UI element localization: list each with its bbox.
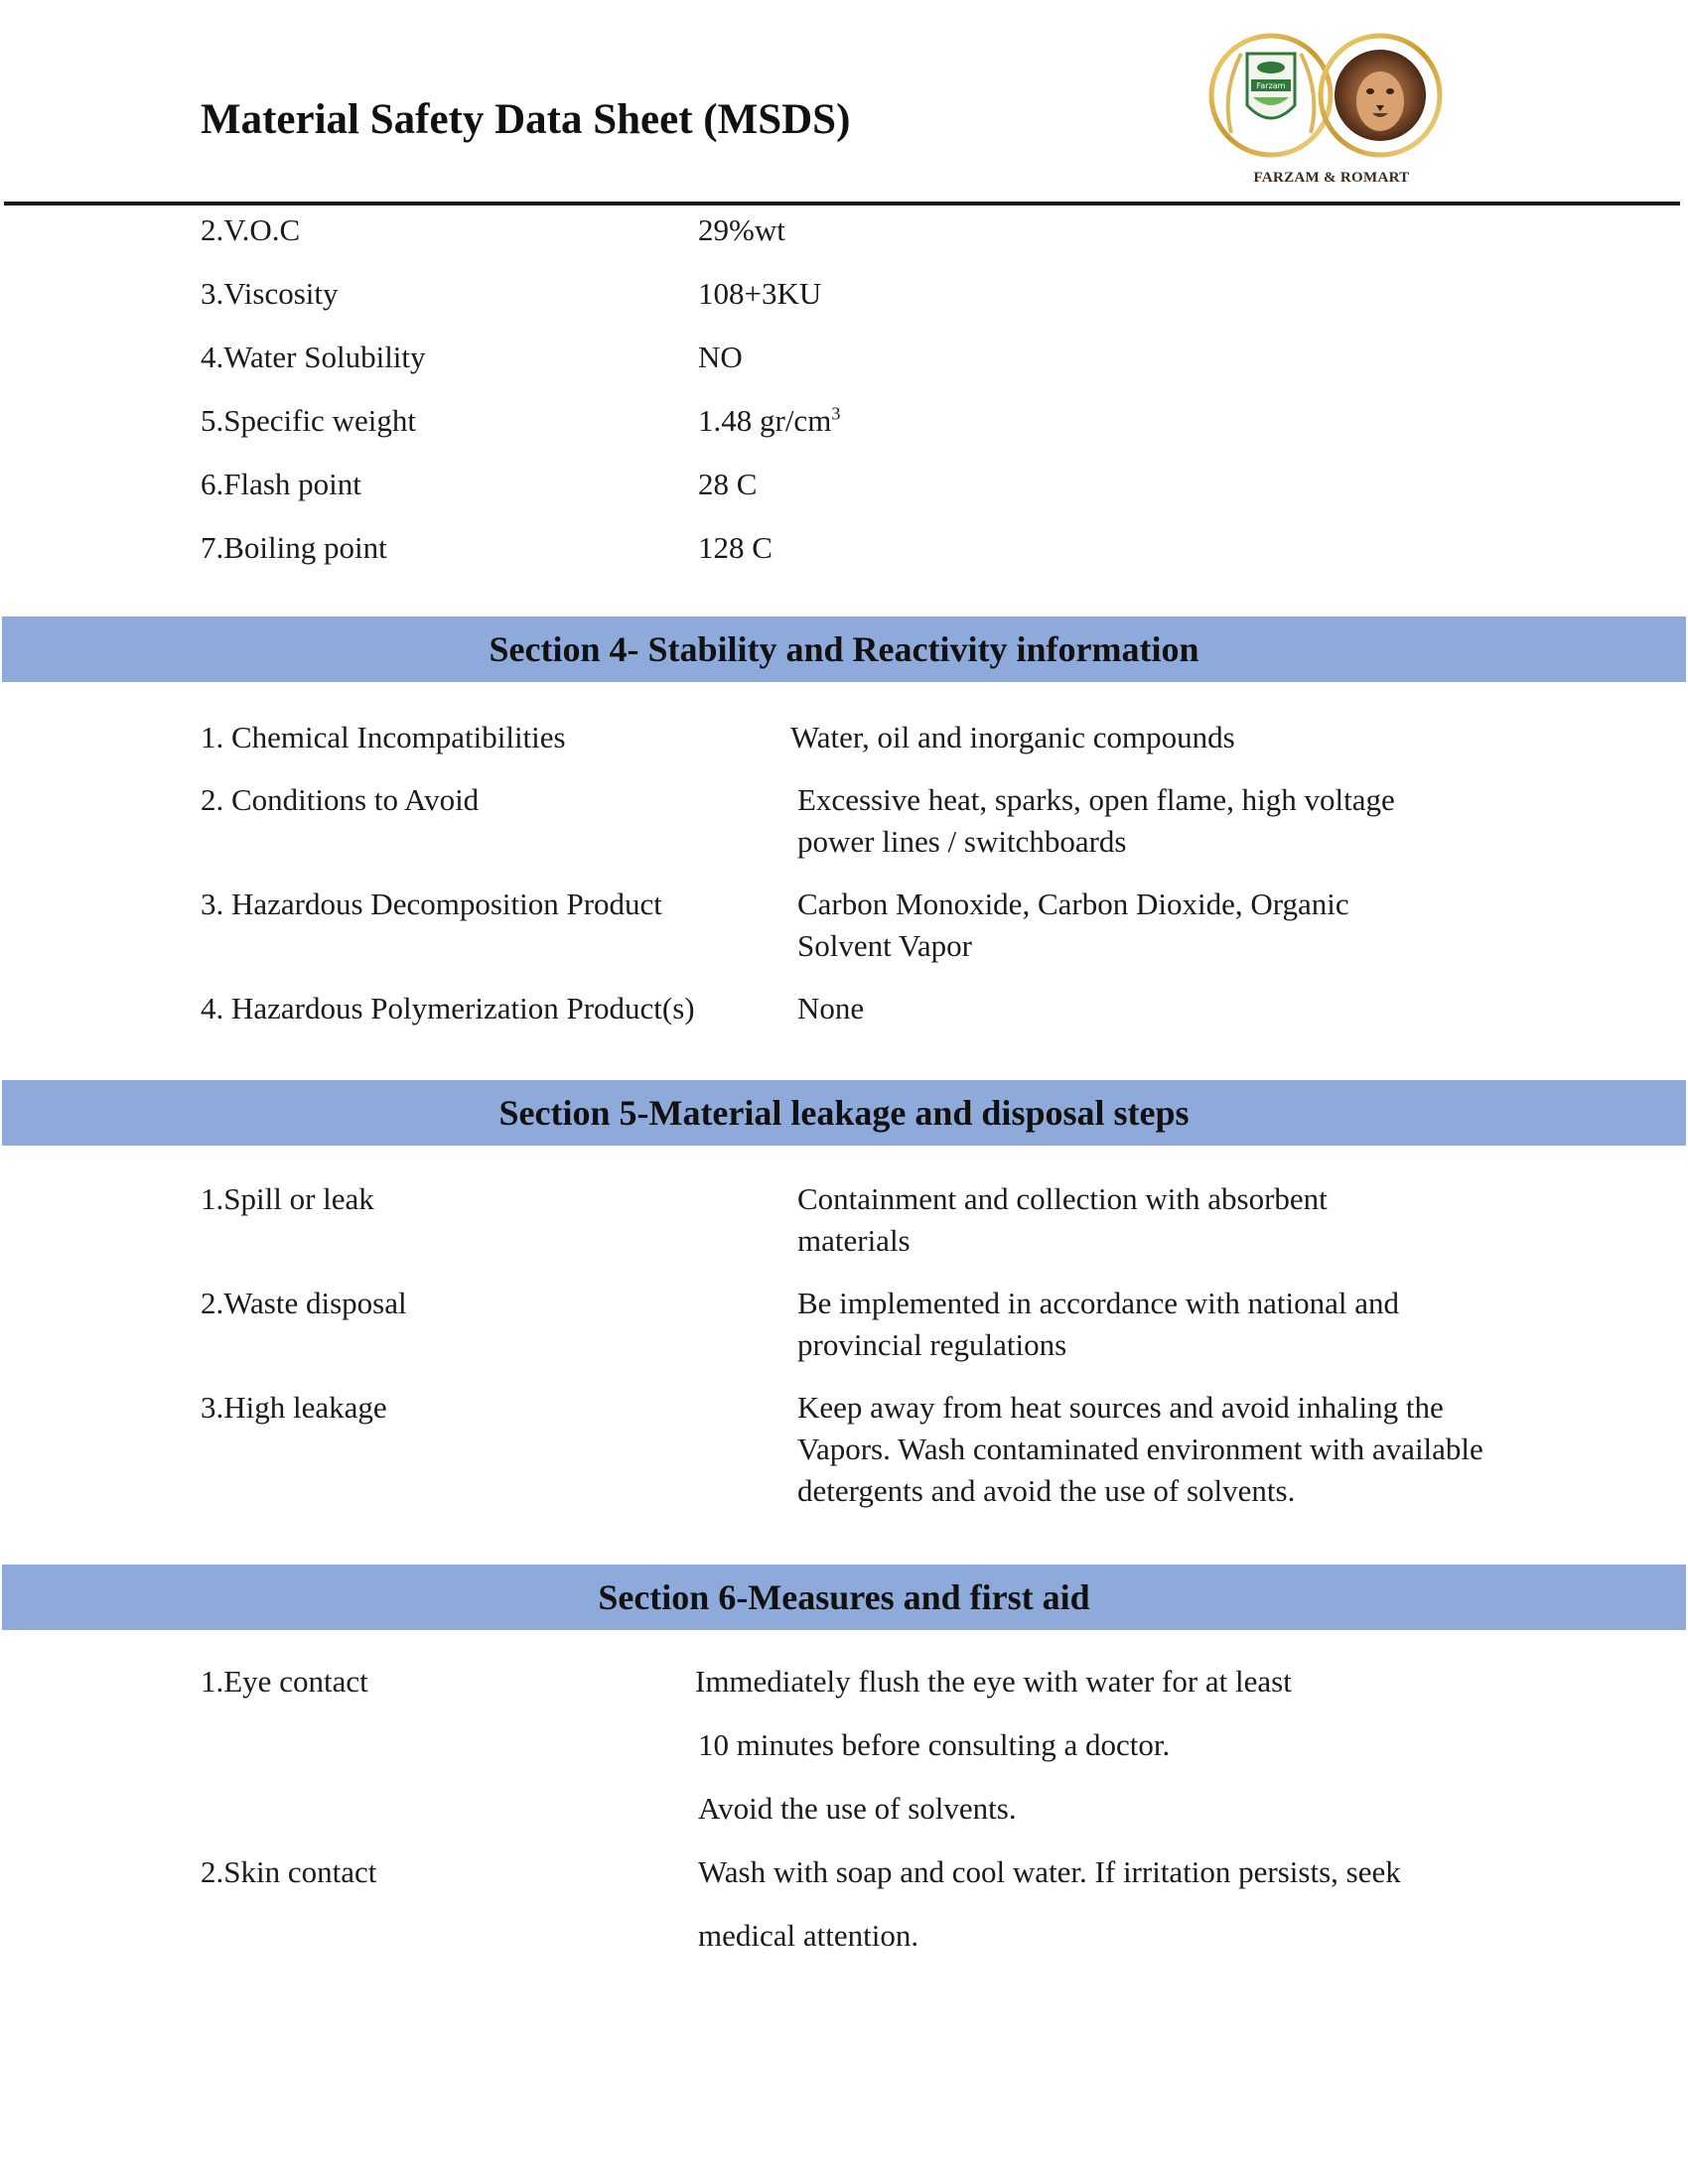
property-value-text: 1.48 gr/cm bbox=[698, 403, 832, 438]
item-value-line: Wash with soap and cool water. If irritation persists, seek bbox=[698, 1854, 1401, 1889]
property-value: 128 C bbox=[698, 530, 773, 565]
item-label: 2.Skin contact bbox=[201, 1854, 377, 1889]
item-value: Be implemented in accordance with national and provincial regulations bbox=[797, 1286, 1399, 1362]
logo-caption: FARZAM & ROMART bbox=[1253, 170, 1410, 186]
item-label: 3.High leakage bbox=[201, 1390, 387, 1425]
item-value: None bbox=[797, 991, 865, 1025]
property-value: 29%wt bbox=[698, 212, 785, 247]
item-value: Carbon Monoxide, Carbon Dioxide, Organic Solvent Vapor bbox=[797, 887, 1349, 963]
property-label: 5.Specific weight bbox=[201, 403, 416, 438]
property-label: 6.Flash point bbox=[201, 467, 361, 501]
item-label: 1.Eye contact bbox=[201, 1664, 368, 1699]
item-label: 2. Conditions to Avoid bbox=[201, 782, 480, 817]
property-value-superscript: 3 bbox=[831, 403, 841, 424]
page-title: Material Safety Data Sheet (MSDS) bbox=[201, 96, 851, 143]
header-divider bbox=[4, 202, 1680, 205]
item-value: Containment and collection with absorbent materials bbox=[797, 1181, 1328, 1258]
section-6-header: Section 6-Measures and first aid bbox=[2, 1565, 1686, 1630]
property-label: 4.Water Solubility bbox=[201, 340, 426, 374]
logo-badge-text: Farzam bbox=[1256, 81, 1286, 90]
item-value: Excessive heat, sparks, open flame, high voltage power lines / switchboards bbox=[797, 782, 1395, 859]
item-value: Keep away from heat sources and avoid inhaling the Vapors. Wash contaminated environment with available detergents and avoid the use of solvents. bbox=[797, 1390, 1483, 1508]
item-value-line: 10 minutes before consulting a doctor. bbox=[698, 1727, 1171, 1762]
logo-emblem-icon bbox=[1201, 14, 1462, 173]
item-value-line: medical attention. bbox=[698, 1918, 919, 1953]
property-label: 3.Viscosity bbox=[201, 276, 339, 311]
property-label: 2.V.O.C bbox=[201, 212, 301, 247]
item-value-line: Immediately flush the eye with water for at least bbox=[695, 1664, 1292, 1699]
property-value: NO bbox=[698, 340, 743, 374]
property-value bbox=[698, 400, 840, 442]
section-5-header: Section 5-Material leakage and disposal steps bbox=[2, 1080, 1686, 1146]
item-label: 1. Chemical Incompatibilities bbox=[201, 720, 566, 754]
item-label: 4. Hazardous Polymerization Product(s) bbox=[201, 991, 695, 1025]
property-label: 7.Boiling point bbox=[201, 530, 387, 565]
item-value: Water, oil and inorganic compounds bbox=[790, 720, 1235, 754]
section-4-header: Section 4- Stability and Reactivity information bbox=[2, 616, 1686, 682]
property-value: 108+3KU bbox=[698, 276, 822, 311]
item-value-line: Avoid the use of solvents. bbox=[698, 1791, 1017, 1826]
item-label: 2.Waste disposal bbox=[201, 1286, 407, 1320]
item-label: 1.Spill or leak bbox=[201, 1181, 374, 1216]
item-label: 3. Hazardous Decomposition Product bbox=[201, 887, 662, 921]
company-logo bbox=[1201, 14, 1462, 203]
property-value: 28 C bbox=[698, 467, 758, 501]
